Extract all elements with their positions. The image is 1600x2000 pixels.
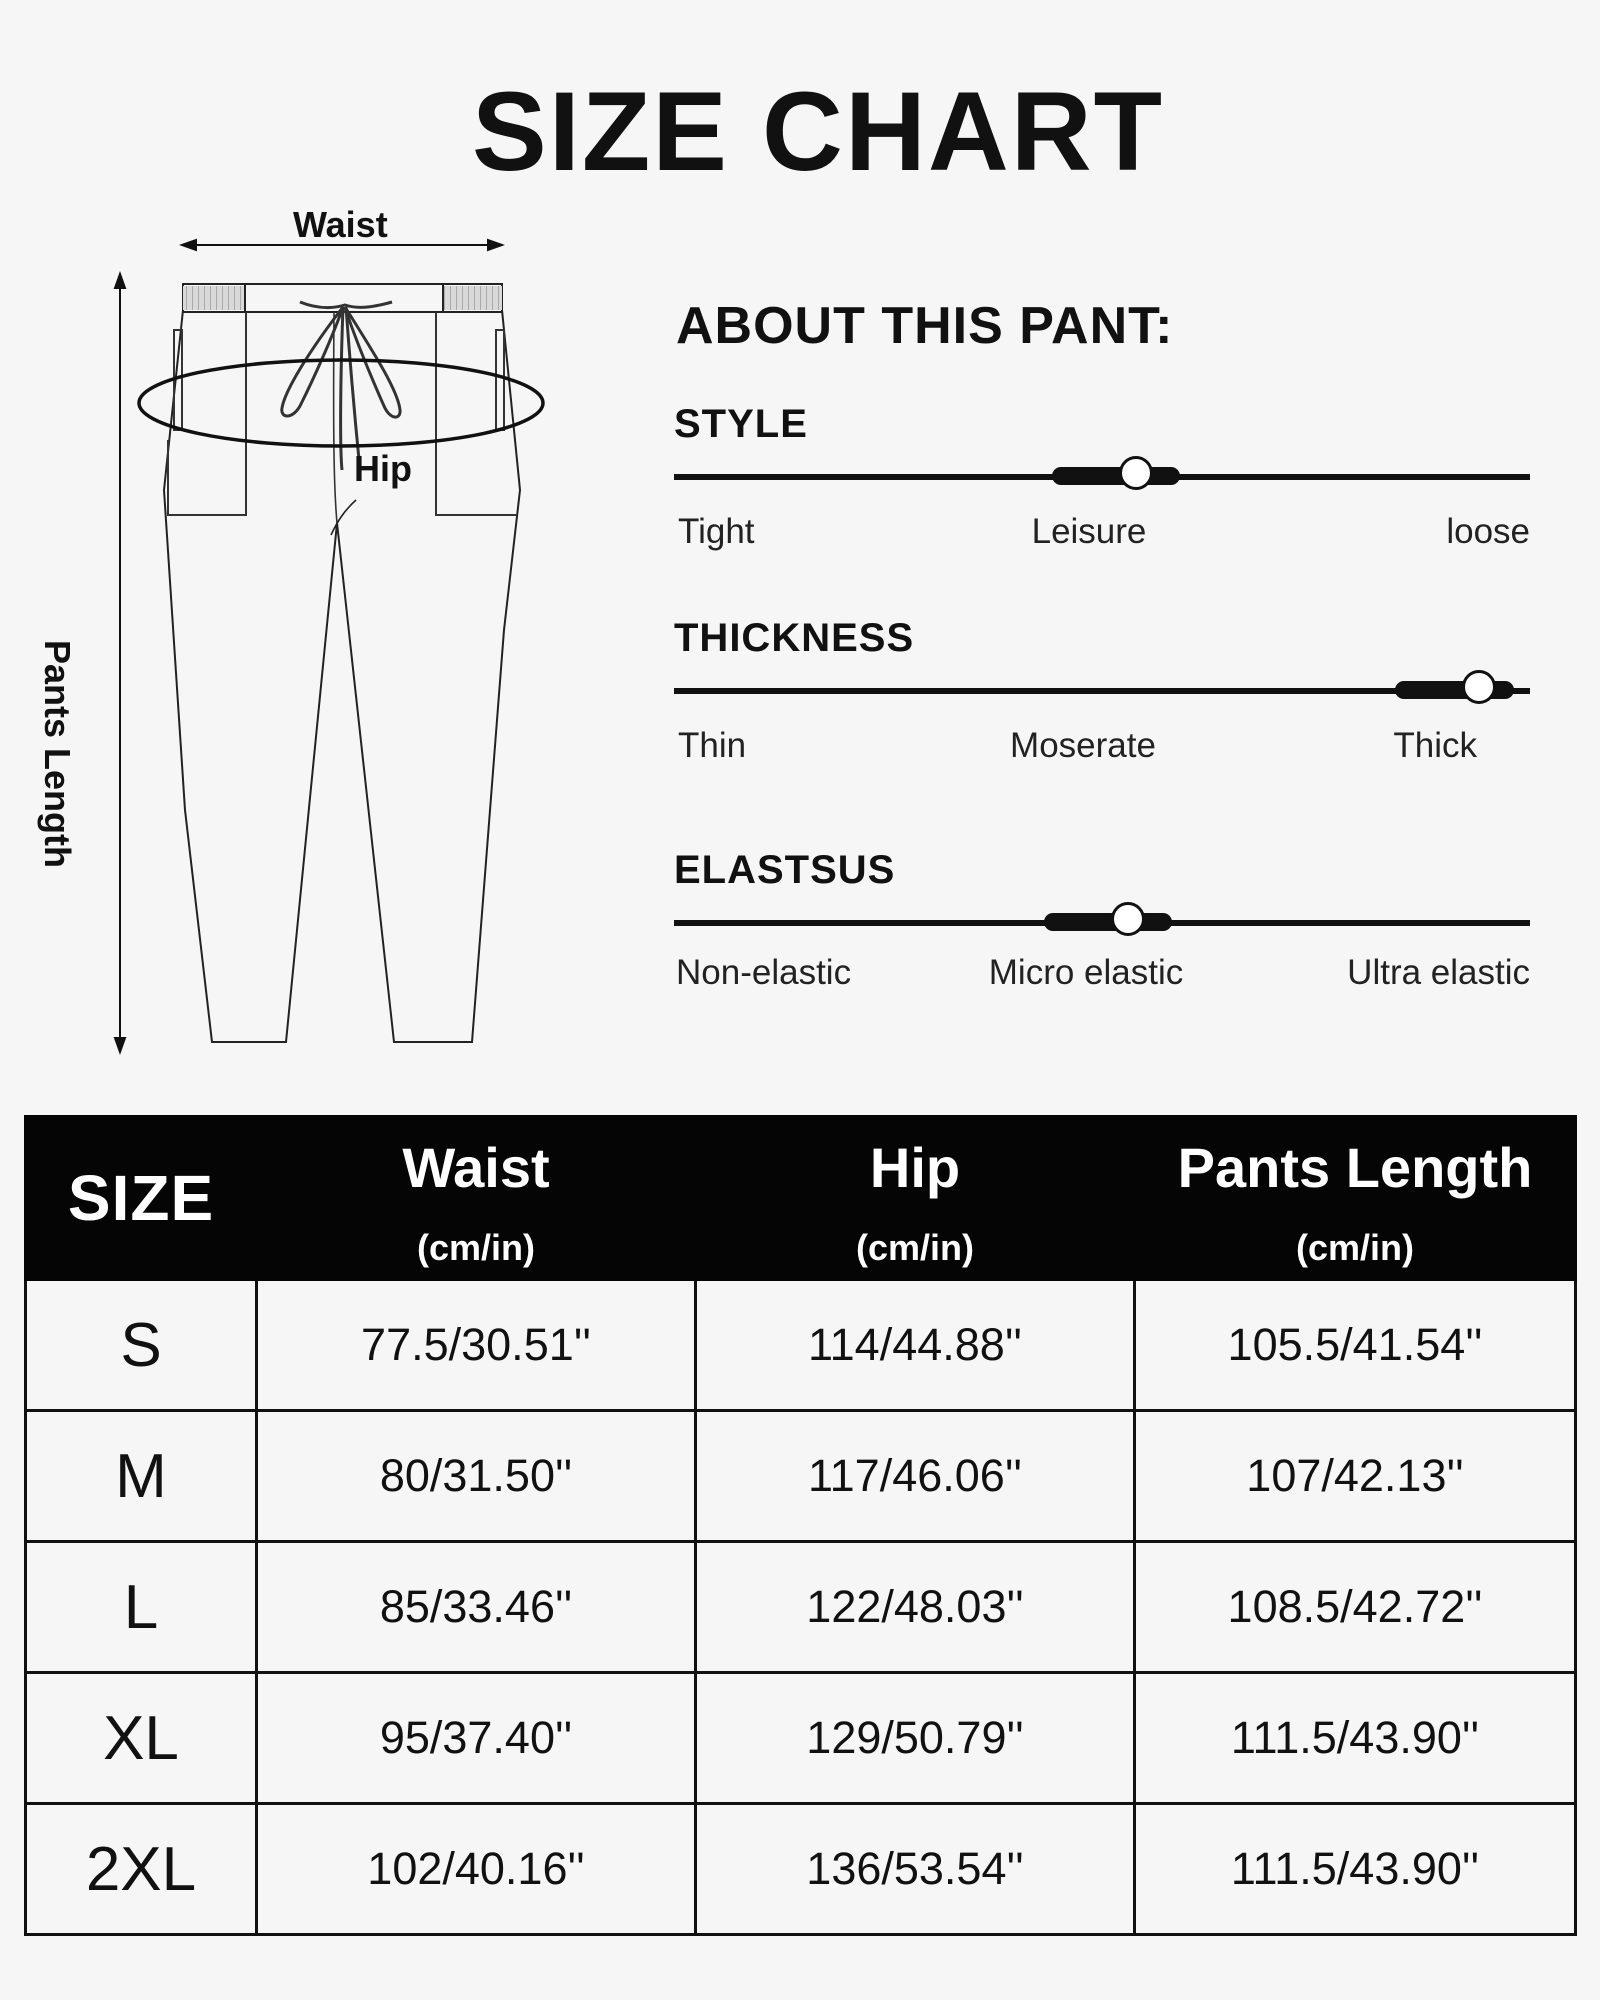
style-slider-knob <box>1119 456 1153 490</box>
attribute-name: STYLE <box>674 402 808 446</box>
pants-length-arrow <box>115 274 125 1052</box>
size-cell: L <box>26 1542 257 1673</box>
about-title: ABOUT THIS PANT: <box>676 297 1174 355</box>
scale-label-low: Non-elastic <box>676 953 852 992</box>
hip-cell: 122/48.03'' <box>696 1542 1135 1673</box>
pants-length-label: Pants Length <box>37 640 78 869</box>
waist-cell: 85/33.46'' <box>257 1542 696 1673</box>
table-row <box>26 1411 1576 1542</box>
column-unit: (cm/in) <box>416 1227 535 1268</box>
hip-cell: 117/46.06'' <box>696 1411 1135 1542</box>
size-table-header <box>26 1117 1576 1280</box>
pants-length-cell: 107/42.13'' <box>1135 1411 1576 1542</box>
thickness-slider-knob <box>1462 670 1496 704</box>
scale-label-high: Ultra elastic <box>1347 953 1530 992</box>
waist-cell: 102/40.16'' <box>257 1804 696 1935</box>
size-column-header: SIZE <box>26 1117 257 1280</box>
hip-label: Hip <box>354 448 412 489</box>
scale-label-low: Thin <box>678 726 747 765</box>
size-table <box>24 1115 1577 1936</box>
attribute-name: ELASTSUS <box>674 848 896 892</box>
table-row <box>26 1280 1576 1411</box>
table-row <box>26 1804 1576 1935</box>
pants-illustration <box>0 190 600 1070</box>
hip-cell: 129/50.79'' <box>696 1673 1135 1804</box>
size-cell: 2XL <box>26 1804 257 1935</box>
pants-diagram <box>0 190 600 1070</box>
scale-label-low: Tight <box>678 512 755 551</box>
waist-column-header <box>257 1117 696 1280</box>
attribute-name: THICKNESS <box>674 616 915 660</box>
pants-length-cell: 108.5/42.72'' <box>1135 1542 1576 1673</box>
column-label: Hip <box>869 1136 961 1199</box>
pants-length-cell: 111.5/43.90'' <box>1135 1673 1576 1804</box>
scale-label-mid: Moserate <box>1010 726 1156 765</box>
thickness-track-fill <box>1395 681 1514 699</box>
size-table-body <box>26 1280 1576 1935</box>
pants-length-cell: 111.5/43.90'' <box>1135 1804 1576 1935</box>
size-cell: M <box>26 1411 257 1542</box>
column-unit: (cm/in) <box>1295 1227 1414 1268</box>
size-cell: S <box>26 1280 257 1411</box>
column-label: Waist <box>402 1136 550 1199</box>
table-row <box>26 1542 1576 1673</box>
waist-cell: 80/31.50'' <box>257 1411 696 1542</box>
pants-length-cell: 105.5/41.54'' <box>1135 1280 1576 1411</box>
table-row <box>26 1673 1576 1804</box>
waist-cell: 95/37.40'' <box>257 1673 696 1804</box>
hip-column-header <box>696 1117 1135 1280</box>
hip-cell: 136/53.54'' <box>696 1804 1135 1935</box>
style-track-fill <box>1052 467 1180 485</box>
style-attribute <box>672 404 1532 554</box>
scale-label-high: loose <box>1446 512 1530 551</box>
elasticity-track-fill <box>1044 913 1172 931</box>
thickness-attribute <box>672 618 1532 768</box>
elasticity-attribute <box>672 850 1532 1000</box>
pants-length-column-header <box>1135 1117 1576 1280</box>
waist-label: Waist <box>293 204 388 245</box>
scale-label-mid: Leisure <box>1031 512 1147 551</box>
scale-label-mid: Micro elastic <box>988 953 1184 992</box>
size-cell: XL <box>26 1673 257 1804</box>
column-unit: (cm/in) <box>855 1227 974 1268</box>
hip-cell: 114/44.88'' <box>696 1280 1135 1411</box>
page-title: SIZE CHART <box>472 69 1164 194</box>
scale-label-high: Thick <box>1393 726 1477 765</box>
column-label: Pants Length <box>1177 1136 1533 1199</box>
waist-cell: 77.5/30.51'' <box>257 1280 696 1411</box>
elasticity-slider-knob <box>1111 902 1145 936</box>
about-panel <box>672 297 1542 1000</box>
